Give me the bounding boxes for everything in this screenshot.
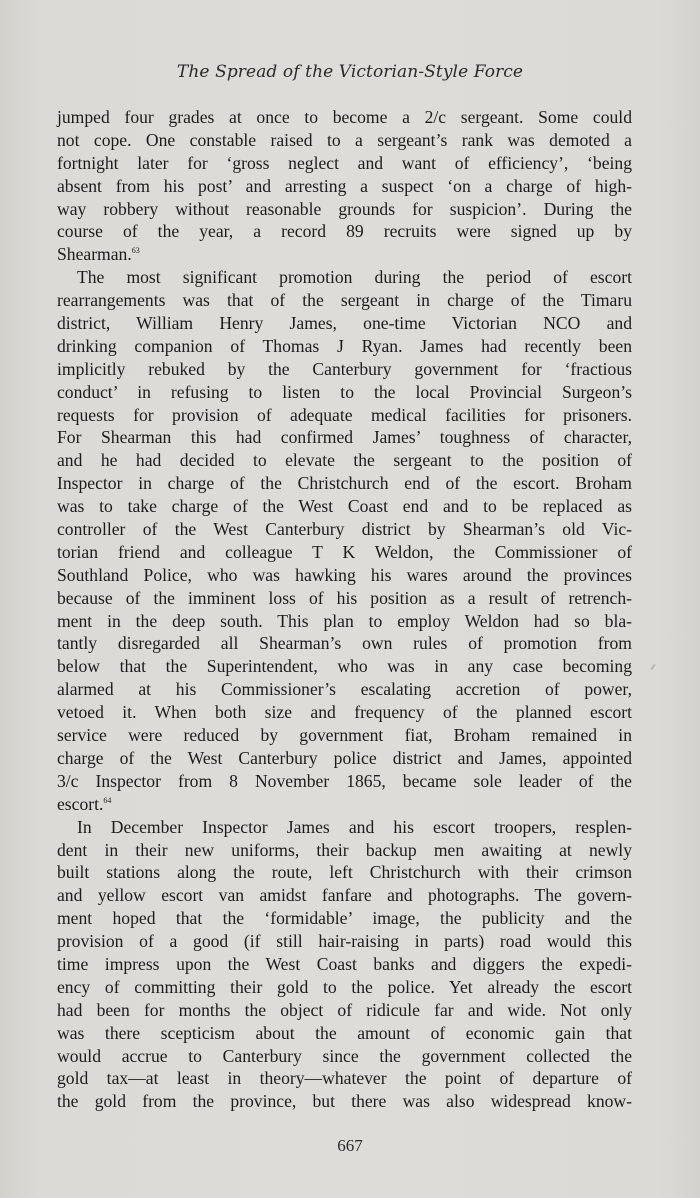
text-line <box>57 404 632 427</box>
footnote-reference[interactable]: 64 <box>103 795 112 805</box>
line-text: controller of the West Canterbury district by Shearman’s old Vic- <box>57 519 632 540</box>
text-line <box>57 587 632 610</box>
line-text: was there scepticism about the amount of economic gain that <box>57 1022 632 1043</box>
body-text <box>57 106 632 1113</box>
text-line <box>57 884 632 907</box>
line-text: below that the Superintendent, who was in any case becoming <box>57 656 632 677</box>
line-text: implicitly rebuked by the Canterbury government for ‘fractious <box>57 358 632 379</box>
text-line <box>57 381 632 404</box>
text-line <box>57 564 632 587</box>
text-line <box>57 220 632 243</box>
line-text: The most significant promotion during the period of escort <box>77 267 632 288</box>
line-text: drinking companion of Thomas J Ryan. James had recently been <box>57 335 632 356</box>
text-line <box>57 1022 632 1045</box>
text-line <box>57 335 632 358</box>
line-text: not cope. One constable raised to a sergeant’s rank was demoted a <box>57 129 632 150</box>
line-text: fortnight later for ‘gross neglect and want of efficiency’, ‘being <box>57 152 632 173</box>
text-line <box>57 816 632 839</box>
line-text: For Shearman this had confirmed James’ toughness of character, <box>57 427 632 448</box>
text-line <box>57 701 632 724</box>
text-line <box>57 541 632 564</box>
line-text: charge of the West Canterbury police district and James, appointed <box>57 747 632 768</box>
text-line <box>57 1045 632 1068</box>
line-text: rearrangements was that of the sergeant in charge of the Timaru <box>57 290 632 311</box>
paper-speck <box>650 664 655 670</box>
line-text: Shearman. <box>57 244 132 265</box>
text-line <box>57 930 632 953</box>
line-text: because of the imminent loss of his position as a result of retrench- <box>57 587 632 608</box>
text-line <box>57 289 632 312</box>
text-line <box>57 312 632 335</box>
line-text: the gold from the province, but there was also widespread know- <box>57 1091 632 1112</box>
line-text: time impress upon the West Coast banks and diggers the expedi- <box>57 953 632 974</box>
line-text: ment hoped that the ‘formidable’ image, the publicity and the <box>57 908 632 929</box>
running-head: The Spread of the Victorian-Style Force <box>176 62 524 82</box>
text-line <box>57 632 632 655</box>
text-line <box>57 198 632 221</box>
page-number: 667 <box>337 1136 363 1155</box>
line-text: was to take charge of the West Coast end and to be replaced as <box>57 496 632 517</box>
paragraph <box>57 816 632 1114</box>
text-line <box>57 610 632 633</box>
text-line <box>57 495 632 518</box>
text-line <box>57 358 632 381</box>
line-text: ency of committing their gold to the police. Yet already the escort <box>57 976 632 997</box>
text-line <box>57 678 632 701</box>
text-line <box>57 129 632 152</box>
line-text: absent from his post’ and arresting a suspect ‘on a charge of high- <box>57 175 632 196</box>
text-line <box>57 472 632 495</box>
line-text: provision of a good (if still hair-raising in parts) road would this <box>57 931 632 952</box>
text-line <box>57 1067 632 1090</box>
text-line <box>57 953 632 976</box>
text-line <box>57 175 632 198</box>
line-text: had been for months the object of ridicule far and wide. Not only <box>57 999 632 1020</box>
text-line <box>57 426 632 449</box>
text-line <box>57 1090 632 1113</box>
line-text: gold tax—at least in theory—whatever the point of departure of <box>57 1068 632 1089</box>
text-line <box>57 861 632 884</box>
line-text: built stations along the route, left Christchurch with their crimson <box>57 862 632 883</box>
line-text: dent in their new uniforms, their backup men awaiting at newly <box>57 839 632 860</box>
text-line <box>57 106 632 129</box>
line-text: way robbery without reasonable grounds for suspicion’. During the <box>57 198 632 219</box>
text-line <box>57 907 632 930</box>
text-line <box>57 449 632 472</box>
line-text: torian friend and colleague T K Weldon, the Commissioner of <box>57 541 632 562</box>
text-line <box>57 243 632 266</box>
text-line <box>57 266 632 289</box>
line-text: service were reduced by government fiat, Broham remained in <box>57 725 632 746</box>
line-text: jumped four grades at once to become a 2/c sergeant. Some could <box>57 107 632 127</box>
text-line <box>57 518 632 541</box>
text-line <box>57 655 632 678</box>
text-line <box>57 976 632 999</box>
line-text: conduct’ in refusing to listen to the local Provincial Surgeon’s <box>57 381 632 402</box>
paragraph <box>57 266 632 815</box>
text-line <box>57 724 632 747</box>
line-text: and yellow escort van amidst fanfare and photographs. The govern- <box>57 885 632 906</box>
line-text: alarmed at his Commissioner’s escalating accretion of power, <box>57 679 632 700</box>
line-text: course of the year, a record 89 recruits were signed up by <box>57 221 632 242</box>
text-line <box>57 839 632 862</box>
text-line <box>57 152 632 175</box>
text-line <box>57 747 632 770</box>
line-text: 3/c Inspector from 8 November 1865, became sole leader of the <box>57 770 632 791</box>
line-text: vetoed it. When both size and frequency of the planned escort <box>57 702 632 723</box>
line-text: Inspector in charge of the Christchurch end of the escort. Broham <box>57 473 632 494</box>
line-text: district, William Henry James, one-time Victorian NCO and <box>57 313 632 334</box>
text-line <box>57 999 632 1022</box>
line-text: ment in the deep south. This plan to employ Weldon had so bla- <box>57 610 632 631</box>
line-text: In December Inspector James and his escort troopers, resplen- <box>77 816 632 837</box>
line-text: escort. <box>57 793 104 814</box>
text-line <box>57 770 632 793</box>
line-text: requests for provision of adequate medical facilities for prisoners. <box>57 404 632 425</box>
line-text: Southland Police, who was hawking his wares around the provinces <box>57 564 632 585</box>
line-text: would accrue to Canterbury since the government collected the <box>57 1045 632 1066</box>
line-text: and he had decided to elevate the sergeant to the position of <box>57 450 632 471</box>
text-line <box>57 793 632 816</box>
paragraph <box>57 106 632 266</box>
line-text: tantly disregarded all Shearman’s own rules of promotion from <box>57 633 632 654</box>
footnote-reference[interactable]: 63 <box>131 246 140 256</box>
